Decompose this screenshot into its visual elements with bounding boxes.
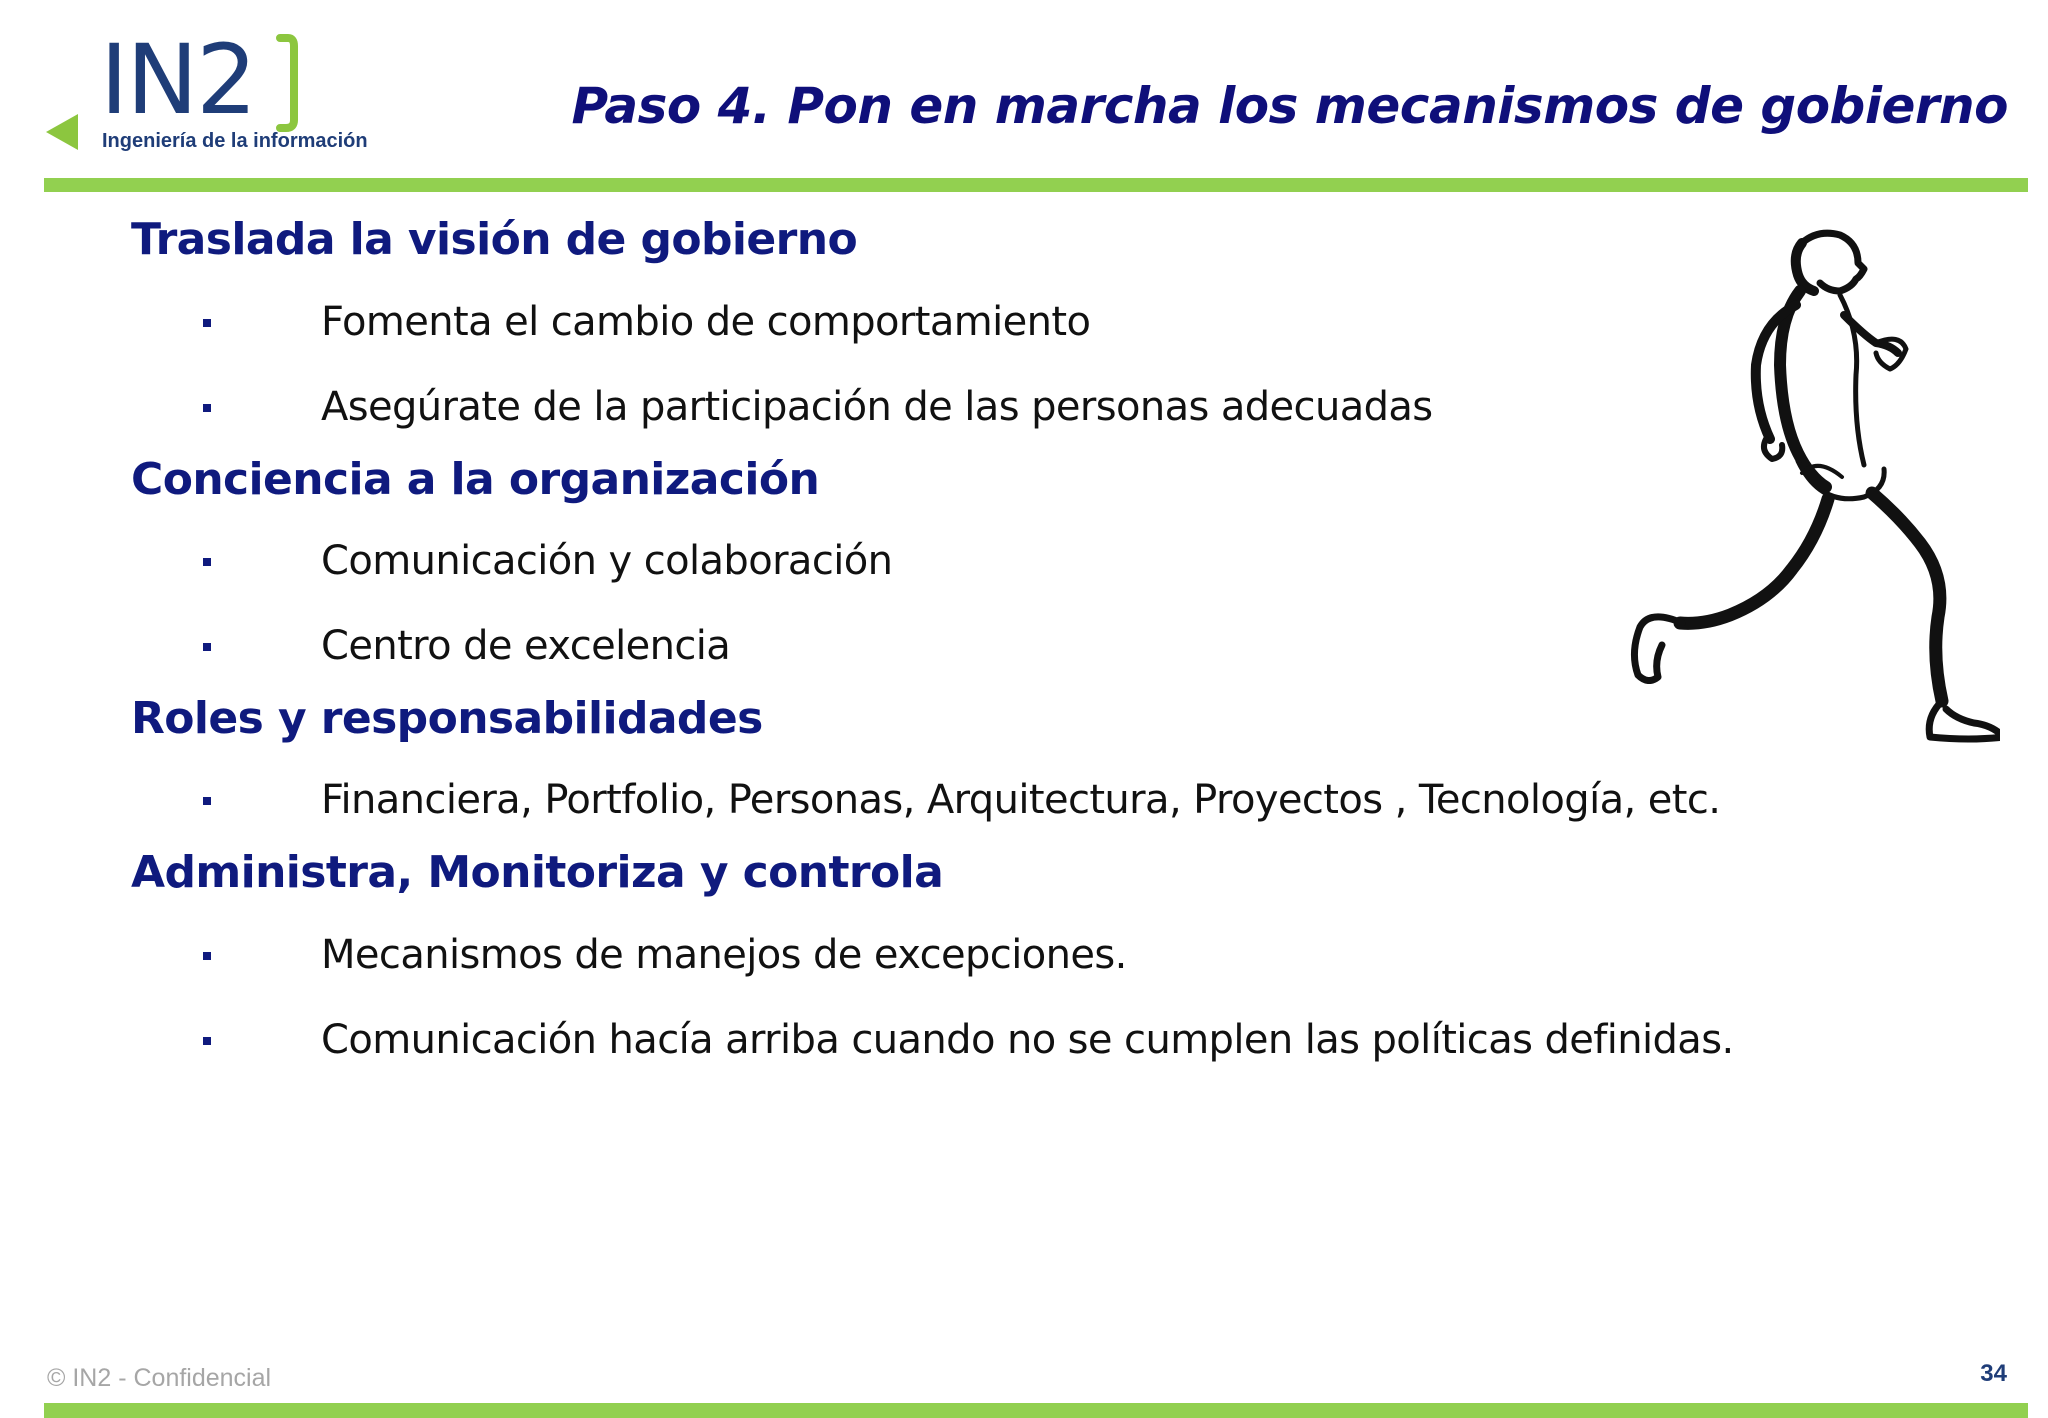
section-heading: Traslada la visión de gobierno	[131, 214, 858, 265]
logo-arrow-icon	[46, 114, 78, 150]
bullet-marker-icon	[203, 558, 211, 566]
bullet-text: Financiera, Portfolio, Personas, Arquitectura, Proyectos , Tecnología, etc.	[321, 777, 1721, 823]
bullet-text: Asegúrate de la participación de las personas adecuadas	[321, 384, 1433, 430]
bullet-text: Mecanismos de manejos de excepciones.	[321, 932, 1127, 978]
logo-bracket-icon	[280, 38, 294, 128]
slide-title: Paso 4. Pon en marcha los mecanismos de gobierno	[571, 77, 2008, 135]
page-number: 34	[1980, 1360, 2007, 1387]
bottom-divider	[44, 1403, 2028, 1418]
bullet-marker-icon	[203, 1037, 211, 1045]
bullet-text: Fomenta el cambio de comportamiento	[321, 299, 1091, 345]
bullet-marker-icon	[203, 404, 211, 412]
bullet-marker-icon	[203, 319, 211, 327]
section-heading: Conciencia a la organización	[131, 454, 820, 505]
bullet-text: Comunicación hacía arriba cuando no se cumplen las políticas definidas.	[321, 1017, 1734, 1063]
top-divider	[44, 178, 2028, 192]
section-heading: Administra, Monitoriza y controla	[131, 847, 944, 898]
bullet-text: Centro de excelencia	[321, 623, 731, 669]
company-logo	[44, 24, 368, 163]
bullet-marker-icon	[203, 952, 211, 960]
runner-drawing	[1480, 225, 2000, 750]
logo-tagline: Ingeniería de la información	[102, 130, 368, 152]
bullet-marker-icon	[203, 797, 211, 805]
bullet-text: Comunicación y colaboración	[321, 538, 893, 584]
bullet-marker-icon	[203, 643, 211, 651]
section-heading: Roles y responsabilidades	[131, 693, 763, 744]
logo-wordmark: IN2	[100, 24, 256, 136]
confidential-notice: © IN2 - Confidencial	[47, 1364, 272, 1392]
running-man-icon	[1480, 225, 2000, 750]
